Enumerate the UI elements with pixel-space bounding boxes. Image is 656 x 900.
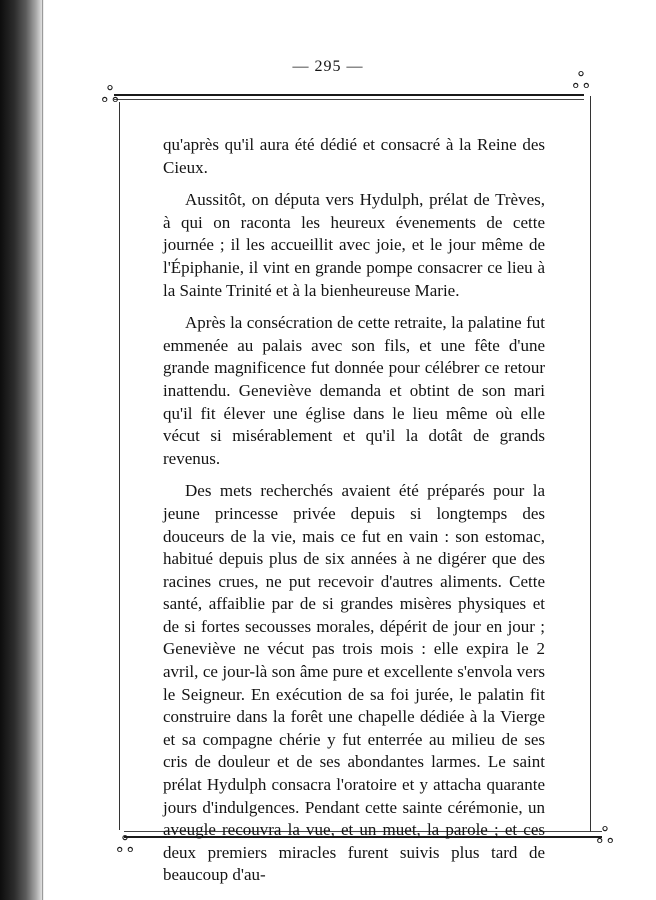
frame-right-border — [590, 96, 591, 832]
frame-top-border — [114, 94, 584, 96]
corner-flourish-icon: ஃ — [101, 83, 119, 108]
page-number: — 295 — — [292, 58, 364, 75]
paragraph: Après la consécration de cette retraite, la palatine fut emmenée au palais avec son fils, et une fête d'une grande magnificence fut donnée pour célébrer ce retour inattendu. Geneviève demanda et obtint de son mari qu'il fit élever une église dans le lieu même où elle vécut si misérablement et qu'il la dotât de grands revenus. — [163, 313, 545, 468]
corner-flourish-icon: ஃ — [572, 69, 590, 94]
scan-binding-shadow — [0, 0, 44, 900]
corner-flourish-icon: ஃ — [116, 833, 134, 858]
corner-flourish-icon: ஃ — [596, 824, 614, 849]
frame-top-inner-border — [114, 99, 584, 100]
paragraph: Aussitôt, on députa vers Hydulph, prélat de Trèves, à qui on raconta les heureux évenements de cette journée ; il les accueillit avec joie, et le jour même de l'Épiphanie, il vint en grande pompe consacrer ce lieu à la Sainte Trinité et à la bienheureuse Marie. — [163, 190, 545, 300]
paragraph: Des mets recherchés avaient été préparés pour la jeune princesse privée depuis si longtemps des douceurs de la vie, mais ce fut en vain : son estomac, habitué depuis plus de six années à ne digérer que des racines crues, ne put recevoir d'autres aliments. Cette santé, affaiblie par de si grandes misères physiques et de si fortes secousses morales, dépérit de jour en jour ; Geneviève ne vécut pas trois mois : elle expira le 2 avril, ce jour-là son âme pure et excellente s'envola vers le Seigneur. En exécution de sa foi jurée, le palatin fit construire dans la forêt une chapelle dédiée à la Vierge et sa compagne chérie y fut enterrée au milieu de ses cris de douleur et de ses abondantes larmes. Le saint prélat Hydulph consacra l'oratoire et y attacha quarante jours d'indulgences. Pendant cette sainte cérémonie, un aveugle recouvra la vue, et un muet, la parole ; et ces deux premiers miracles furent suivis plus tard de beaucoup d'au- — [163, 481, 545, 885]
paragraph: qu'après qu'il aura été dédié et consacré à la Reine des Cieux. — [163, 135, 545, 177]
page-edge-line — [42, 0, 43, 900]
body-text — [163, 134, 545, 897]
frame-left-border — [119, 102, 120, 830]
